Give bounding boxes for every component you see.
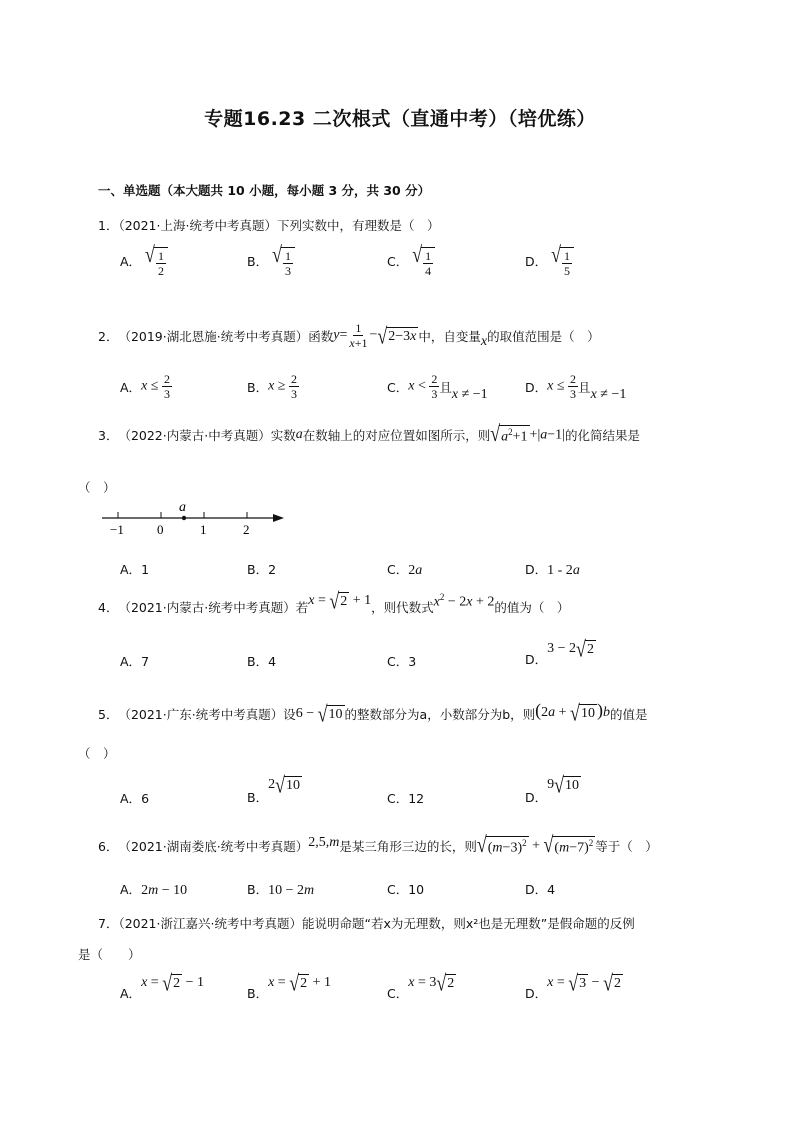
option-math: 10: [408, 882, 425, 897]
option-label: D．: [525, 986, 548, 1001]
option-label: B．: [247, 790, 269, 805]
formula-x: x = √ 2 + 1: [308, 588, 372, 614]
question-source: （2021·上海·统考中考真题）: [118, 218, 277, 233]
option-4c: [387, 652, 416, 670]
question-text: 的值是: [609, 706, 648, 722]
formula-b: (2a + √ 10 )b: [535, 700, 610, 726]
point-marker: [182, 516, 186, 520]
option-label: A．: [120, 654, 142, 669]
question-number: 1．: [98, 218, 119, 233]
option-math: 2a: [408, 563, 423, 578]
question-text: 中，自变量: [418, 328, 481, 344]
option-7b: [247, 970, 331, 1001]
option-label: B．: [247, 254, 269, 269]
question-source: （2021·浙江嘉兴·统考中考真题）: [118, 916, 302, 931]
question-number: 4．: [98, 600, 119, 616]
arrow-icon: [273, 514, 284, 522]
option-label: A．: [120, 791, 142, 806]
option-1c: [387, 241, 435, 278]
point-label: a: [179, 500, 186, 515]
option-math: x = 3 √ 2: [408, 970, 455, 996]
option-label: C．: [387, 791, 409, 806]
option-2d: D． x ≤ $\frac{2}{3}$ 且 x ≠ −1: [525, 372, 627, 402]
option-3a: [120, 560, 149, 578]
tick-label: 2: [243, 522, 250, 537]
option-math: x ≤ $\frac{2}{3}$: [141, 372, 170, 401]
function-formula: y= $\frac{1}{x+1}$ − √ 2−3x: [333, 321, 417, 350]
question-text: 的取值范围是（ ）: [487, 328, 600, 344]
tick-label: −1: [110, 522, 124, 537]
option-6b: [247, 880, 314, 899]
formula-a: 6 − √ 10: [295, 701, 343, 727]
variable: x: [480, 333, 488, 349]
option-2a: [120, 372, 172, 401]
question-number: 7．: [98, 916, 119, 931]
option-math: 6: [141, 791, 150, 806]
question-source: （2019·湖北恩施·统考中考真题）: [118, 328, 309, 344]
option-2c: C． x < $\frac{2}{3}$ 且 x ≠ −1: [387, 372, 488, 402]
option-label: C．: [387, 254, 409, 269]
option-6d: [525, 880, 555, 898]
option-4d: [525, 636, 596, 667]
question-6: [98, 832, 658, 858]
option-5d: [525, 772, 581, 805]
question-5-paren: （ ）: [78, 746, 116, 761]
option-1d: [525, 241, 574, 278]
question-4: [98, 588, 570, 617]
option-label: A．: [120, 379, 142, 395]
option-4b: [247, 652, 276, 670]
question-text: 若: [295, 600, 309, 616]
option-label: D．: [525, 652, 548, 667]
formula-sum: √ $(m-3)^2$ + √ $(m-7)^2$: [476, 832, 594, 858]
question-text: 是某三角形三边的长，则: [339, 839, 477, 855]
question-source: （2021·内蒙古·统考中考真题）: [118, 600, 296, 616]
question-number: 6．: [98, 839, 119, 855]
question-text: 的整数部分为a，小数部分为b，则: [344, 706, 536, 722]
number-line: [98, 498, 288, 540]
question-5: [98, 700, 648, 727]
option-math: x = √ 2 + 1: [268, 970, 331, 996]
option-math: 12: [408, 791, 425, 806]
question-text: 的值为（ ）: [494, 600, 570, 616]
option-math: √ $\frac{1}{3}$: [272, 247, 295, 278]
option-label: A．: [120, 562, 142, 577]
question-number: 3．: [98, 428, 119, 444]
question-text: 等于（ ）: [595, 839, 658, 855]
option-label: A．: [120, 986, 142, 1001]
option-label: C．: [387, 882, 409, 897]
option-label: D．: [525, 379, 548, 395]
question-number: 5．: [98, 706, 119, 722]
expression-formula: √ $a^2+1$ +|a−1|: [490, 421, 565, 447]
page-title: 专题16.23 二次根式（直通中考）（培优练）: [204, 108, 596, 130]
tick-label: 0: [157, 522, 164, 537]
option-label: C．: [387, 379, 409, 395]
option-math: 9 √ 10: [547, 772, 580, 798]
option-math: 2: [268, 562, 277, 577]
option-math: 3: [408, 654, 417, 669]
option-4a: [120, 652, 149, 670]
option-math: 1: [141, 562, 150, 577]
option-math: √ $\frac{1}{4}$: [412, 247, 435, 278]
option-7a: [120, 970, 204, 1001]
tick-label: 1: [200, 522, 207, 537]
option-label: D．: [525, 882, 548, 897]
option-math: x < $\frac{2}{3}$: [408, 372, 438, 401]
question-text: 能说明命题“若x为无理数，则x²也是无理数”是假命题的反例: [301, 916, 635, 931]
formula-expression: $x^2 - 2x + 2$: [433, 592, 495, 610]
option-label: D．: [525, 790, 548, 805]
option-label: A．: [120, 882, 142, 897]
option-label: B．: [247, 562, 269, 577]
option-math: 4: [268, 654, 277, 669]
question-source: （2021·湖南娄底·统考中考真题）: [118, 839, 309, 855]
option-label: D．: [525, 562, 548, 577]
option-math: x ≤ $\frac{2}{3}$: [547, 372, 577, 401]
question-3-paren: （ ）: [78, 480, 116, 495]
option-3b: [247, 560, 276, 578]
question-text: 实数: [270, 428, 296, 444]
question-2: [98, 321, 600, 350]
option-label: C．: [387, 986, 409, 1001]
option-math: 10 − 2m: [268, 883, 315, 898]
option-5b: [247, 772, 302, 805]
question-number: 2．: [98, 328, 119, 344]
option-label: C．: [387, 654, 409, 669]
option-math: 3 − 2 √ 2: [547, 636, 594, 662]
option-7d: [525, 970, 623, 1001]
option-math: 7: [141, 654, 150, 669]
question-text: 设: [283, 706, 296, 722]
option-math: 4: [547, 882, 556, 897]
option-math: x ≥ $\frac{2}{3}$: [268, 372, 297, 401]
option-math: 2m − 10: [141, 883, 188, 898]
option-1a: [120, 241, 168, 278]
option-math: √ $\frac{1}{2}$: [145, 247, 168, 278]
question-1: [98, 216, 439, 234]
variable: a: [295, 427, 303, 443]
option-label: B．: [247, 986, 269, 1001]
option-label: B．: [247, 379, 269, 395]
question-text: 在数轴上的对应位置如图所示，则: [302, 428, 491, 444]
question-text: ，则代数式: [371, 600, 434, 616]
option-7c: [387, 970, 456, 1001]
option-5a: [120, 789, 149, 807]
option-6a: [120, 880, 187, 899]
option-5c: [387, 789, 424, 807]
option-label: A．: [120, 254, 142, 269]
option-label: B．: [247, 882, 269, 897]
question-7: [98, 914, 635, 932]
formula-sides: 2,5,m: [308, 835, 340, 851]
option-math: x = √ 2 − 1: [141, 970, 204, 996]
question-7-cont: 是（ ）: [78, 947, 141, 962]
option-math: 2 √ 10: [268, 772, 300, 798]
question-text: 的化简结果是: [564, 428, 640, 444]
option-math: x = √ 3 − √ 2: [547, 970, 621, 996]
question-text: 下列实数中，有理数是（ ）: [276, 218, 440, 233]
option-math: 1 - 2a: [547, 563, 580, 578]
question-3: [98, 421, 640, 447]
question-text: 函数: [308, 328, 334, 344]
section-heading: 一、单选题（本大题共 10 小题，每小题 3 分，共 30 分）: [98, 183, 431, 198]
question-source: （2022·内蒙古·中考真题）: [118, 428, 271, 444]
option-3c: [387, 560, 422, 579]
option-1b: [247, 241, 295, 278]
option-label: C．: [387, 562, 409, 577]
option-3d: [525, 560, 580, 579]
option-6c: [387, 880, 424, 898]
option-label: B．: [247, 654, 269, 669]
option-label: D．: [525, 254, 548, 269]
option-math: √ $\frac{1}{5}$: [551, 247, 574, 278]
question-source: （2021·广东·统考中考真题）: [118, 706, 284, 722]
option-2b: [247, 372, 299, 401]
